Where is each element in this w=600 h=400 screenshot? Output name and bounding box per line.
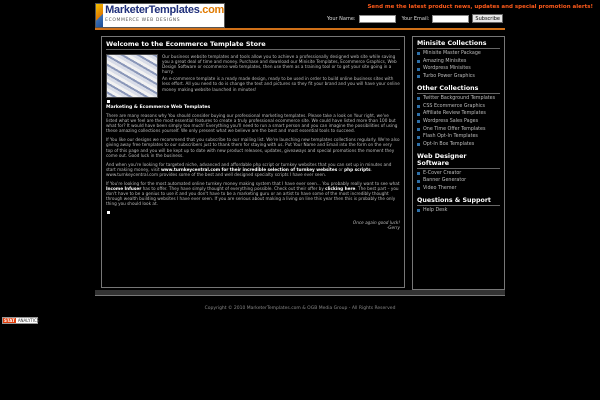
intro-text — [162, 54, 400, 98]
templates-collage-image — [106, 54, 158, 98]
logo-graphic — [96, 4, 103, 27]
sidebar-link[interactable]: Wordpress Sales Pages — [417, 118, 500, 126]
signoff-line: Once again good luck! — [352, 219, 400, 225]
footer-bar — [95, 290, 505, 296]
sidebar-link[interactable]: Video Themer — [417, 185, 500, 193]
email-label: Your Email: — [401, 15, 430, 22]
sidebar-link[interactable]: CSS Ecommerce Graphics — [417, 103, 500, 111]
logo-text — [103, 4, 224, 27]
site-logo[interactable] — [95, 3, 225, 28]
paragraph-2: If You like our designs we recommend that you subscribe to our mailing list. We're launching new templates collections regularly. We're also giving away free templates to our subscribers just to thank them for staying with us. Put Your Name and Email into the form on the very top of this page and you will be kept up to date with new product releases, updates, giveaways and special promotions the moment they come out. Good luck in the business. — [106, 137, 400, 158]
main-content — [101, 36, 405, 288]
bullet-square-icon — [107, 100, 110, 103]
paragraph-4: If You're looking for the most automated online turnkey money making system that I have ever seen... You probably really want to see what Income Infuser has to offer. They have simply thought of everything possible. Check out their offer by clicking here. The best part – you don't have to be a genius to use it and you don't have to be a marketing guru or an artist to have some of the most incredibly thought through wealth building websites I have ever seen. If you are serious about making a living on line this year then this is probably the only thing you should look at. — [106, 181, 400, 207]
header-divider — [95, 28, 505, 30]
php-scripts-link[interactable]: php scripts — [344, 166, 371, 172]
footer-copyright: Copyright © 2010 MarketerTemplates.com & OGB Media Group - All Rights Reserved — [204, 306, 396, 311]
sidebar-link[interactable]: Turbo Power Graphics — [417, 73, 500, 81]
minisite-list — [417, 50, 500, 81]
sidebar-link[interactable]: Wordpress Minisites — [417, 65, 500, 73]
sidebar-heading-other: Other Collections — [417, 85, 500, 94]
other-collections-list — [417, 95, 500, 149]
sidebar-link[interactable]: Banner Generator — [417, 177, 500, 185]
paragraph-1: There are many reasons why You should consider buying our professional marketing templates. Please take a look on Your right, we've listed what we feel are the most essential features to create a truly professional ecommerce site. We could have listed more than 100 but what for? It would have been simply too much! Everything you'll need to run a smart person and you can imagine the possibilities of using these amazing collections yourself. We only present what we believe are the best and most essential tools to succeed. — [106, 113, 398, 134]
sidebar-link[interactable]: Affiliate Review Templates — [417, 110, 500, 118]
email-input[interactable] — [432, 15, 469, 23]
promo-text: Send me the latest product news, updates and special promotion alerts! — [367, 4, 593, 10]
intro-section — [106, 54, 400, 98]
bullet-square-icon — [107, 211, 110, 214]
sidebar-heading-support: Questions & Support — [417, 197, 500, 206]
software-list — [417, 170, 500, 193]
support-list — [417, 207, 500, 215]
subscribe-button[interactable]: Subscribe — [472, 14, 503, 23]
turnkey-link[interactable]: www.turnkeycentral.com for their incredible selection of turnkey websites — [160, 166, 338, 172]
income-infuser-link[interactable]: Income Infuser — [106, 186, 142, 192]
logo-title: MarketerTemplates.com — [105, 4, 224, 16]
intro-paragraph-2: An e-commerce template is a ready made design, ready to be used in order to build online business sites with less effort. All you need to do is change the text and pictures so they fit your brand and you will have your online money making website launched in minutes! — [162, 76, 400, 92]
analytics-badge[interactable] — [2, 317, 38, 324]
sidebar-heading-software: Web Designer Software — [417, 153, 500, 169]
section-heading: Marketing & Ecommerce Web Templates — [106, 105, 211, 110]
name-input[interactable] — [359, 15, 396, 23]
name-label: Your Name: — [326, 15, 356, 22]
signoff-author: -Gerry — [386, 224, 400, 230]
newsletter-form — [327, 14, 503, 23]
sidebar-link[interactable]: One Time Offer Templates — [417, 126, 500, 134]
sidebar-link[interactable]: Help Desk — [417, 207, 500, 215]
intro-paragraph-1: Our business website templates and tools allow you to achieve a professionally designed web site while saving you a great deal of time and money. Purchase and download our Minisite Templates, Ecommerce Graphics, Web Design Software or ecommerce web templates, then use them as a training tool or to get your site going in a hurry. — [162, 54, 397, 75]
sidebar — [412, 36, 505, 290]
clicking-here-link[interactable]: clicking here — [325, 186, 356, 192]
sidebar-link[interactable]: E-Cover Creator — [417, 170, 500, 178]
sidebar-link[interactable]: Amazing Minisites — [417, 58, 500, 66]
sidebar-link[interactable]: Twitter Background Templates — [417, 95, 500, 103]
sidebar-link[interactable]: Flash Opt-In Templates — [417, 133, 500, 141]
page-title: Welcome to the Ecommerce Template Store — [106, 40, 400, 50]
paragraph-3: And when you're looking for targeted niche, advanced and affordable php script or turnkey websites that you can set up in minutes and start making money, visit www.turnkeycentral.com for their incredible selection of turnkey websites or php scripts. www.turnkeycentral.com provides some of the best and well designed specialty scripts I have ever seen. — [106, 161, 392, 177]
badge-label-a: STAT — [4, 318, 15, 323]
sidebar-heading-minisite: Minisite Collections — [417, 40, 500, 49]
logo-subtitle: ECOMMERCE WEB DESIGNS — [105, 18, 181, 23]
badge-label-b: ANALYTICS — [17, 318, 40, 323]
sidebar-link[interactable]: Minisite Master Package — [417, 50, 500, 58]
sidebar-link[interactable]: Opt-In Box Templates — [417, 141, 500, 149]
